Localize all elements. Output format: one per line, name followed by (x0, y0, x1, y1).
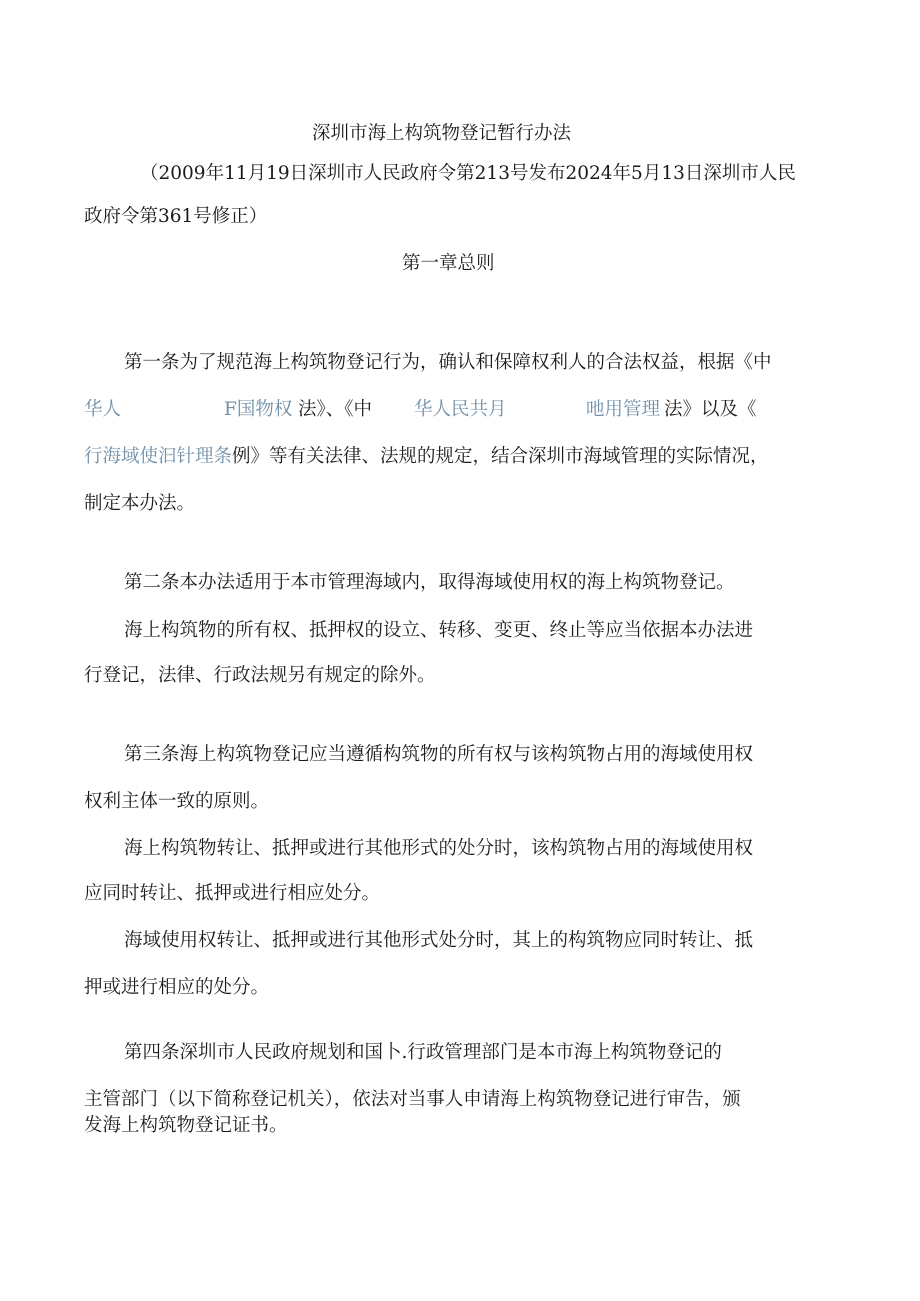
article-3-line-3: 海上构筑物转让、抵押或进行其他形式的处分时，该构筑物占用的海域使用权 (124, 838, 754, 859)
article-2-line-2: 海上构筑物的所有权、抵押权的设立、转移、变更、终止等应当依据本办法进 (124, 620, 754, 641)
article-1-line-1: 第一条为了规范海上构筑物登记行为，确认和保障权利人的合法权益，根据《中 (124, 352, 772, 373)
document-subtitle-line-2: 政府令第361号修正） (84, 206, 268, 227)
chapter-heading: 第一章总则 (402, 253, 495, 274)
article-1-line-3 (84, 445, 769, 469)
article-1-text: 法》以及《 (664, 399, 757, 420)
article-3-line-4: 应同时转让、抵押或进行相应处分。 (84, 883, 381, 904)
law-link-fragment[interactable]: 行海域使汩针理条 (84, 446, 233, 467)
article-4-line-2: 主管部门（以下简称登记机关），依法对当事人申请海上构筑物登记进行审告，颁 (84, 1089, 741, 1110)
law-link-fragment[interactable]: F国物权 (224, 399, 293, 420)
article-1-text: 法》、《中 (298, 399, 373, 420)
article-1-line-2 (84, 398, 784, 422)
article-4-line-3: 发海上构筑物登记证书。 (84, 1115, 288, 1136)
article-2-line-1: 第二条本办法适用于本市管理海域内，取得海域使用权的海上构筑物登记。 (124, 572, 735, 593)
article-3-line-6: 押或进行相应的处分。 (84, 977, 270, 998)
article-1-line-4: 制定本办法。 (84, 493, 196, 514)
document-subtitle-line-1: （2009年11月19日深圳市人民政府令第213号发布2024年5月13日深圳市人民 (140, 163, 796, 184)
article-3-line-1: 第三条海上构筑物登记应当遵循构筑物的所有权与该构筑物占用的海域使用权 (124, 744, 754, 765)
article-3-line-2: 权利主体一致的原则。 (84, 791, 270, 812)
document-title: 深圳市海上构筑物登记暂行办法 (312, 123, 572, 144)
article-3-line-5: 海域使用权转让、抵押或进行其他形式处分时，其上的构筑物应同时转让、抵 (124, 930, 754, 951)
article-4-line-1: 第四条深圳市人民政府规划和国卜.行政管理部门是本市海上构筑物登记的 (124, 1042, 722, 1063)
law-link-fragment[interactable]: 吔用管理 (586, 399, 661, 420)
law-link-fragment[interactable]: 华人 (84, 399, 122, 420)
article-1-text: 例》等有关法律、法规的规定，结合深圳市海域管理的实际情况， (232, 446, 769, 467)
law-link-fragment[interactable]: 华人民共月 (414, 399, 507, 420)
article-2-line-3: 行登记，法律、行政法规另有规定的除外。 (84, 665, 436, 686)
